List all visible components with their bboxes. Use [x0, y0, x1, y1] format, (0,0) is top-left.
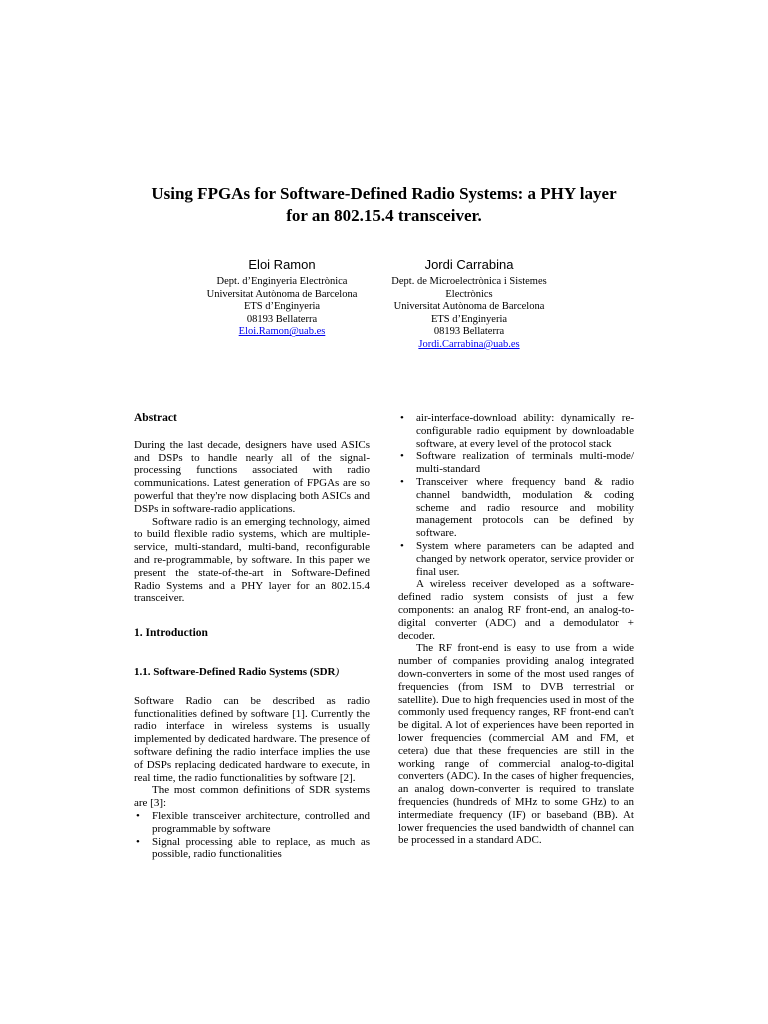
bullet-icon: • — [400, 412, 404, 424]
list-item — [398, 476, 634, 540]
subsection-heading-paren: ) — [335, 665, 340, 678]
author-affiliation-line: Universitat Autònoma de Barcelona — [393, 301, 545, 313]
subsection-heading — [134, 666, 370, 679]
list-item — [134, 836, 370, 862]
author-affiliation-line: Dept. de Microelectrònica i Sistemes — [391, 276, 547, 287]
abstract-heading: Abstract — [134, 412, 177, 424]
list-item — [134, 810, 370, 836]
body-paragraph: A wireless receiver developed as a software-defined radio system consists of just a few components: an analog RF front-end, an analog-to-digital converter (ADC) and a demodulator + decoder. — [398, 578, 634, 642]
author-affiliation-line: 08193 Bellaterra — [246, 313, 318, 325]
list-item-text: air-interface-download ability: dynamically re-configurable radio equipment by downloadable software, at every level of the protocol stack — [416, 412, 634, 450]
abstract-paragraph: Software radio is an emerging technology, aimed to build flexible radio systems, which are multiple-service, multi-standard, multi-band, reconfigurable and re-programmable, by software. In this paper we present the state-of-the-art in Software-Defined Radio Systems and a PHY layer for an 802.15.4 transceiver. — [134, 515, 370, 605]
abstract-paragraph: During the last decade, designers have used ASICs and DSPs to handle nearly all of the signal-processing functions associated with radio communications. Latest generation of FPGAs are so powerful that they're now displacing both ASICs and DSPs in software-radio applications. — [134, 438, 370, 515]
definition-list — [134, 810, 370, 861]
author-email-link[interactable]: Eloi.Ramon@uab.es — [238, 326, 326, 338]
bullet-icon: • — [400, 475, 404, 488]
section-heading: 1. Introduction — [134, 627, 208, 640]
title-line-2: for an 802.15.4 transceiver. — [286, 206, 482, 225]
author-affiliation-line: 08193 Bellaterra — [433, 326, 505, 338]
title-line-1: Using FPGAs for Software-Defined Radio Systems: a PHY layer — [151, 184, 617, 203]
list-item-text: Flexible transceiver architecture, controlled and programmable by software — [152, 809, 370, 835]
author-affiliation-line: Dept. d’Enginyeria Electrònica — [216, 276, 348, 287]
author-email-link[interactable]: Jordi.Carrabina@uab.es — [418, 338, 520, 350]
subsection-heading-text: 1.1. Software-Defined Radio Systems (SDR — [134, 665, 336, 678]
list-item-text: System where parameters can be adapted and changed by network operator, service provider or final user. — [416, 539, 634, 578]
right-column — [398, 412, 634, 847]
definition-list-continued — [398, 412, 634, 578]
list-item — [398, 412, 634, 450]
author-affiliation-line: Electrònics — [445, 288, 493, 300]
body-paragraph: The RF front-end is easy to use from a wide number of companies providing analog integrated down-converters in some of the most used ranges of frequencies (from ISM to DVB terrestrial or satellite). Due to high frequencies used in most of the commonly used frequency ranges, RF front-end can't be digital. A lot of experiences have been reported in lower frequencies (commercial AM and FM, et cetera) due that these frequencies are still in the working range of commercial analog-to-digital converters (ADC). In the cases of higher frequencies, an analog down-converter is required to translate frequencies (hundreds of MHz to some GHz) to an intermediate frequency (IF) or baseband (BB). At lower frequencies the used bandwidth of channel can be processed in a standard ADC. — [398, 642, 634, 847]
bullet-icon: • — [400, 450, 404, 463]
author-name: Jordi Carrabina — [424, 257, 514, 272]
paper-title — [120, 183, 648, 227]
bullet-icon: • — [400, 539, 404, 552]
bullet-icon: • — [136, 835, 140, 848]
bullet-icon: • — [136, 809, 140, 822]
list-item-text: Transceiver where frequency band & radio channel bandwidth, modulation & coding scheme and radio resource and mobility management protocols can be defined by software. — [416, 475, 634, 540]
left-column — [134, 412, 370, 861]
list-item-text: Signal processing able to replace, as much as possible, radio functionalities — [152, 835, 370, 861]
author-affiliation-line: Universitat Autònoma de Barcelona — [206, 288, 358, 300]
author-affiliation-line: ETS d’Enginyeria — [243, 301, 321, 313]
author-name: Eloi Ramon — [248, 257, 316, 272]
author-block-2 — [369, 257, 569, 352]
list-item — [398, 450, 634, 476]
list-item-text: Software realization of terminals multi-mode/ multi-standard — [416, 450, 634, 476]
body-paragraph: Software Radio can be described as radio functionalities defined by software [1]. Currently the radio interface in wireless systems is usually implemented by dedicated hardware. The presence of software defining the radio interface implies the use of DSPs replacing dedicated hardware to execute, in real time, the radio functionalities by software [2]. — [134, 694, 370, 784]
author-block-1 — [182, 257, 382, 339]
body-paragraph: The most common definitions of SDR systems are [3]: — [134, 784, 370, 810]
list-item — [398, 540, 634, 578]
author-affiliation-line: ETS d’Enginyeria — [430, 313, 508, 325]
